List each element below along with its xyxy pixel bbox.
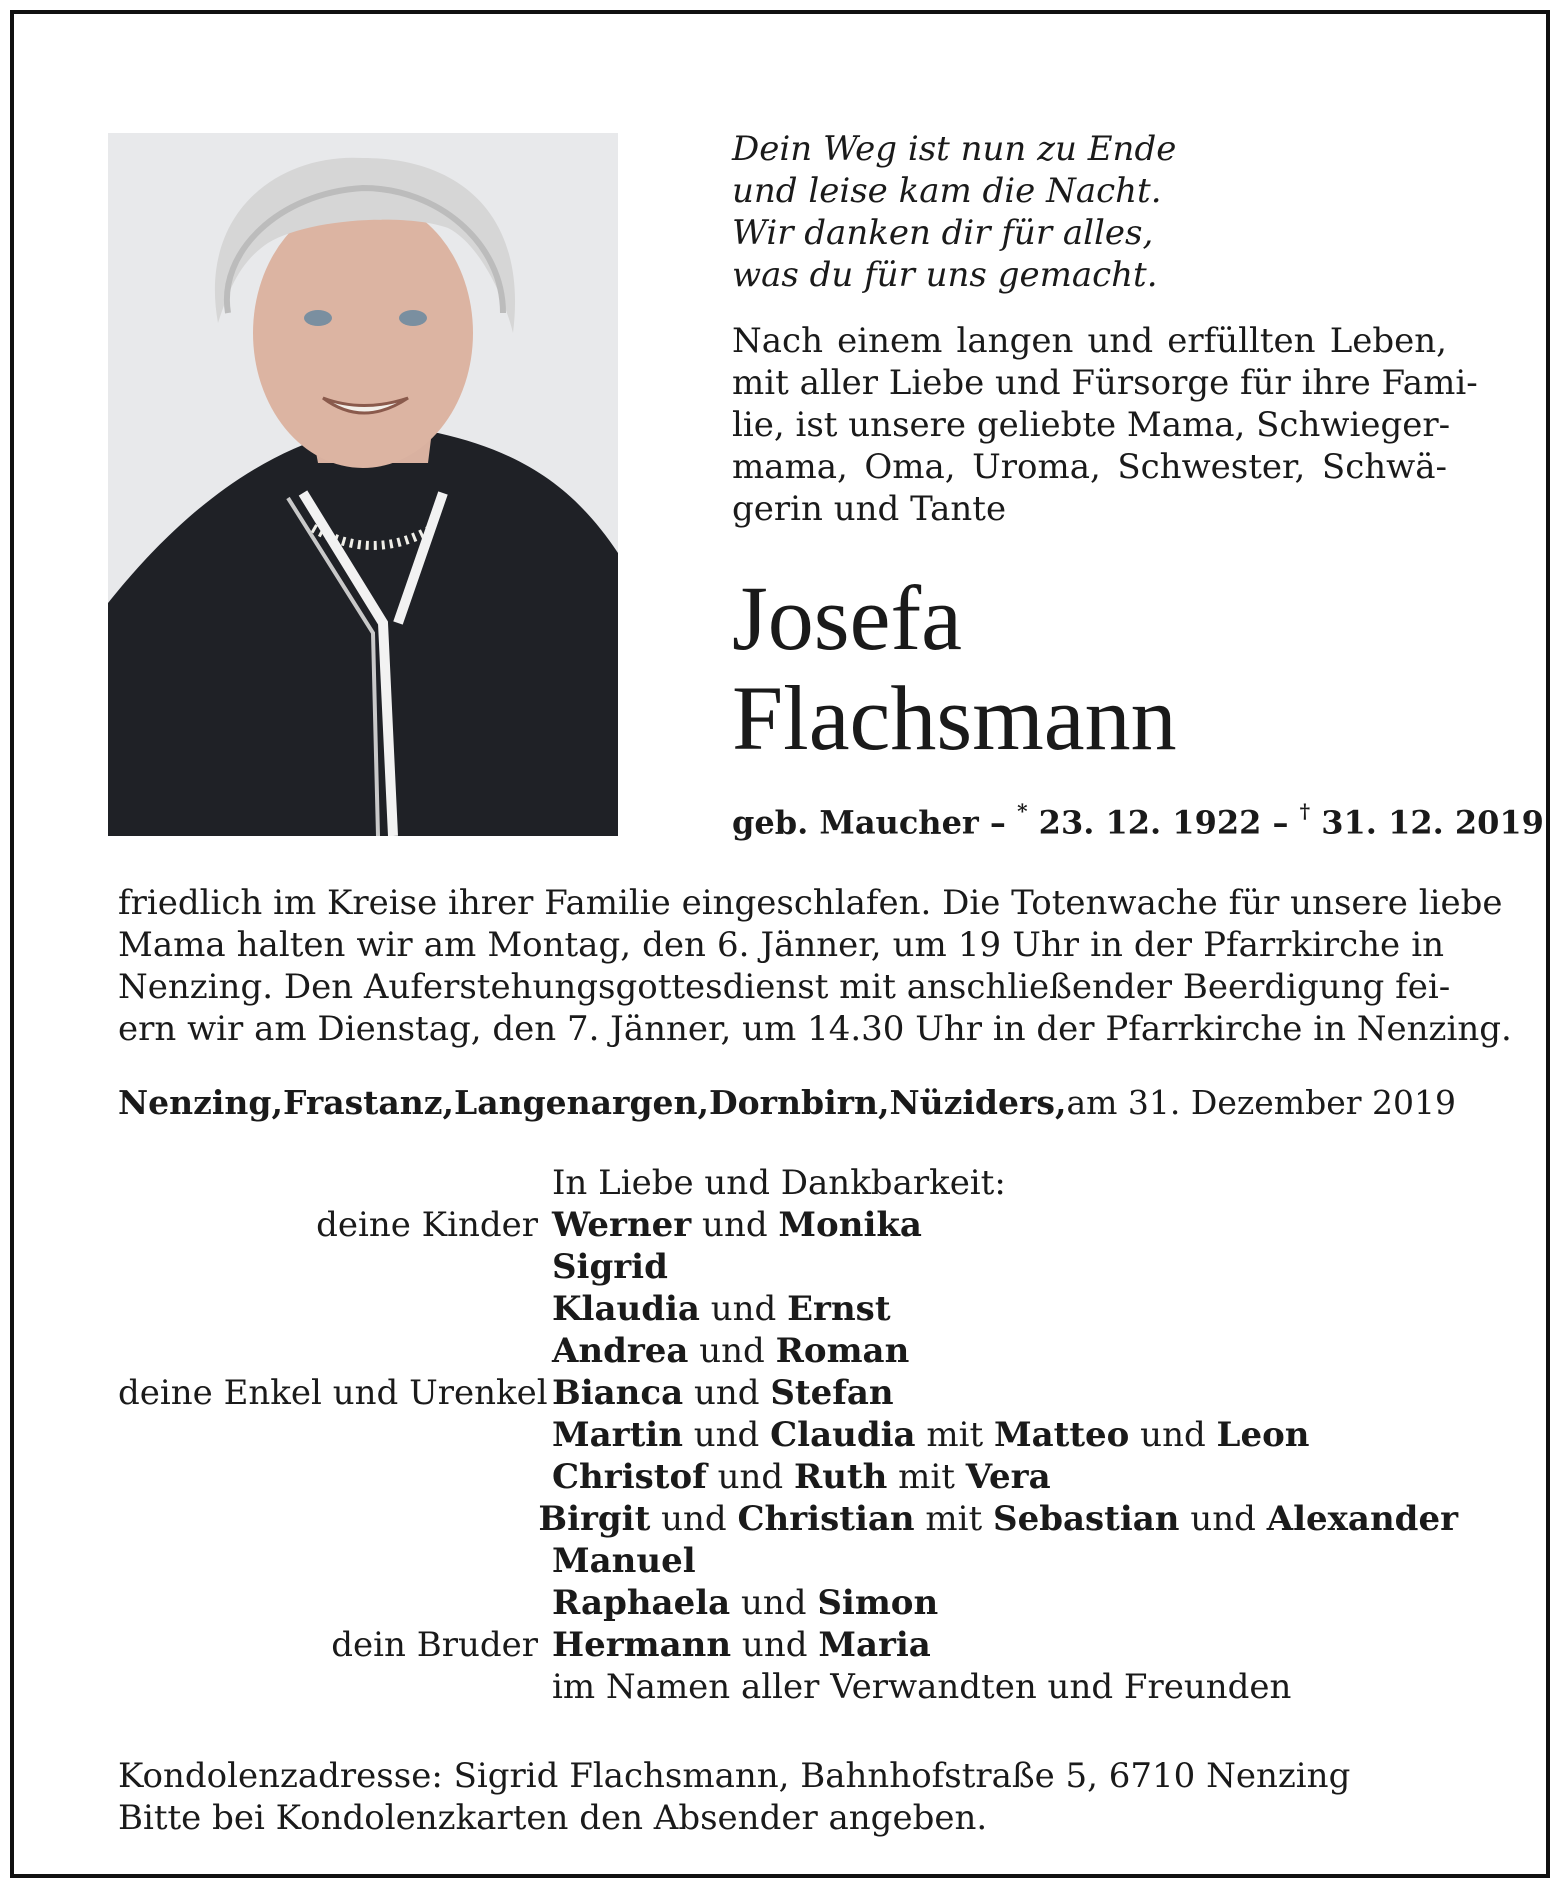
mourner-name: Manuel [552, 1541, 696, 1581]
mourner-name: Ruth [793, 1457, 888, 1497]
mourner-name: Monika [778, 1205, 922, 1245]
connector-text: und [699, 1289, 788, 1329]
mourner-row [118, 1666, 1458, 1708]
relation-label [118, 1456, 552, 1498]
mourner-row [118, 1204, 1458, 1246]
poem [732, 128, 1176, 296]
row-label [118, 1162, 552, 1204]
relation-label [118, 1498, 538, 1540]
intro-line: mit aller Liebe und Fürsorge für ihre Fami- [732, 363, 1478, 403]
mourner-name: Roman [775, 1331, 910, 1371]
connector-text: mit [887, 1457, 966, 1497]
relation-label [118, 1582, 552, 1624]
mourner-row [118, 1498, 1458, 1540]
connector-text: im Namen aller Verwandten und Freunden [552, 1667, 1292, 1707]
mourner-names [538, 1498, 1458, 1540]
maiden-name: geb. Maucher – [732, 803, 1006, 842]
place: Nenzing, [118, 1083, 283, 1122]
first-name: Josefa [732, 567, 962, 669]
mourner-name: Martin [552, 1415, 683, 1455]
relation-label [118, 1666, 552, 1708]
mourner-name: Sigrid [552, 1247, 668, 1287]
mourners-heading: In Liebe und Dankbarkeit: [552, 1163, 1006, 1203]
connector-text: und [731, 1625, 819, 1665]
mourner-row [118, 1246, 1458, 1288]
intro-line: mama, Oma, Uroma, Schwester, Schwä- [732, 447, 1447, 487]
places-line [118, 1083, 1456, 1122]
connector-text: und [682, 1415, 771, 1455]
place: Langenargen, [454, 1083, 709, 1122]
mourner-names [552, 1624, 931, 1666]
poem-line: und leise kam die Nacht. [732, 171, 1162, 211]
mourners-heading-row [118, 1162, 1458, 1204]
mourner-name: Andrea [552, 1331, 689, 1371]
mourners-list [118, 1162, 1458, 1708]
connector-text: und [1129, 1415, 1217, 1455]
intro-line: Nach einem langen und erfüllten Leben, [732, 321, 1447, 361]
mourner-row [118, 1456, 1458, 1498]
mourner-name: Christian [737, 1499, 915, 1539]
intro-line: lie, ist unsere geliebte Mama, Schwieger- [732, 405, 1451, 445]
connector-text: und [1179, 1499, 1267, 1539]
mourner-name: Matteo [993, 1415, 1130, 1455]
mourner-name: Christof [552, 1457, 707, 1497]
mourner-names [552, 1330, 909, 1372]
connector-text: und [683, 1373, 771, 1413]
mourner-names [552, 1288, 891, 1330]
poem-line: Wir danken dir für alles, [732, 213, 1154, 253]
relation-label: deine Kinder [316, 1205, 538, 1245]
mourner-name: Simon [817, 1583, 939, 1623]
relation-label [118, 1540, 552, 1582]
mourner-row [118, 1540, 1458, 1582]
connector-text: und [706, 1457, 794, 1497]
mourner-name: Claudia [770, 1415, 916, 1455]
mourner-name: Sebastian [993, 1499, 1180, 1539]
connector-text: mit [915, 1415, 994, 1455]
mourner-name: Alexander [1266, 1499, 1458, 1539]
connector-text: und [688, 1331, 776, 1371]
birth-symbol: * [1017, 799, 1028, 823]
mourner-names [552, 1414, 1309, 1456]
life-dates [732, 799, 1544, 842]
announcement-date: am 31. Dezember 2019 [1066, 1083, 1456, 1122]
connector-text: und [730, 1583, 818, 1623]
mourner-name: Birgit [538, 1499, 651, 1539]
connector-text: mit [914, 1499, 994, 1539]
condolence-note: Bitte bei Kondolenzkarten den Absender angeben. [118, 1798, 988, 1838]
condolence-address: Kondolenzadresse: Sigrid Flachsmann, Bahnhofstraße 5, 6710 Nenzing [118, 1756, 1351, 1796]
mourner-name: Maria [818, 1625, 931, 1665]
mourner-name: Vera [965, 1457, 1051, 1497]
body-line: Nenzing. Den Auferstehungsgottesdienst mit anschließender Beerdigung fei- [118, 967, 1451, 1007]
mourner-name: Stefan [770, 1373, 894, 1413]
body-line: ern wir am Dienstag, den 7. Jänner, um 14.30 Uhr in der Pfarrkirche in Nenzing. [118, 1009, 1512, 1049]
relation-label [118, 1414, 552, 1456]
mourner-row [118, 1330, 1458, 1372]
mourner-name: Klaudia [552, 1289, 700, 1329]
relation-label [118, 1330, 552, 1372]
mourner-name: Raphaela [552, 1583, 731, 1623]
mourner-names [552, 1246, 668, 1288]
place: Nüziders, [889, 1083, 1067, 1122]
poem-line: Dein Weg ist nun zu Ende [732, 129, 1177, 169]
mourner-names [552, 1540, 696, 1582]
mourner-name: Werner [552, 1205, 692, 1245]
mourner-row [118, 1414, 1458, 1456]
death-date: 31. 12. 2019 [1321, 803, 1544, 842]
mourner-names [552, 1582, 938, 1624]
mourner-row [118, 1372, 1458, 1414]
mourner-name: Hermann [552, 1625, 732, 1665]
mourner-name: Bianca [552, 1373, 684, 1413]
place: Dornbirn, [709, 1083, 890, 1122]
mourner-names [552, 1666, 1291, 1708]
relation-label: deine Enkel und Urenkel [118, 1373, 548, 1413]
body-line: friedlich im Kreise ihrer Familie eingeschlafen. Die Totenwache für unsere liebe [118, 883, 1503, 923]
mourner-name: Leon [1216, 1415, 1310, 1455]
mourner-names [552, 1456, 1051, 1498]
birth-date: 23. 12. 1922 – [1038, 803, 1289, 842]
portrait-photo [108, 133, 618, 836]
connector-text: und [650, 1499, 738, 1539]
intro-line: gerin und Tante [732, 489, 1007, 529]
place: Frastanz, [282, 1083, 455, 1122]
mourner-names [552, 1372, 894, 1414]
body-line: Mama halten wir am Montag, den 6. Jänner, um 19 Uhr in der Pfarrkirche in [118, 925, 1444, 965]
mourner-row [118, 1288, 1458, 1330]
deceased-name [732, 568, 1177, 768]
relation-label: dein Bruder [331, 1625, 538, 1665]
funeral-details [118, 882, 1512, 1050]
mourner-row [118, 1582, 1458, 1624]
relation-label [118, 1288, 552, 1330]
last-name: Flachsmann [732, 667, 1177, 769]
mourner-name: Ernst [787, 1289, 891, 1329]
poem-line: was du für uns gemacht. [732, 255, 1158, 295]
intro-paragraph [732, 320, 1478, 530]
relation-label [118, 1246, 552, 1288]
condolence-info [118, 1755, 1350, 1839]
connector-text: und [691, 1205, 779, 1245]
mourner-row [118, 1624, 1458, 1666]
mourner-names [552, 1204, 922, 1246]
death-symbol: † [1299, 799, 1311, 823]
